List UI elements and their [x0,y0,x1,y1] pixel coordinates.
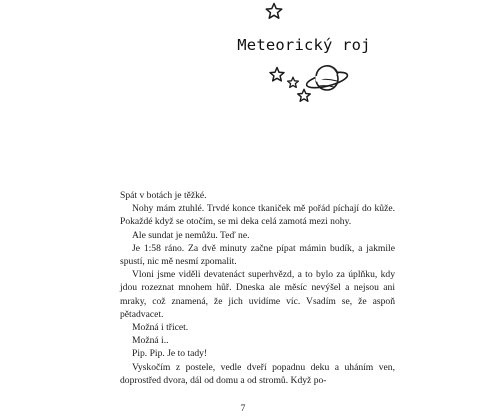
paragraph: Pip. Pip. Je to tady! [132,348,208,360]
paragraph: Nohy mám ztuhlé. Trvdé konce tkaniček mě pořád píchají do kůže. Pokaždé když se otočím, se mi deka celá zamotá mezi nohy. [120,203,395,228]
paragraph: Možná i.. [132,335,169,347]
star-icon [264,2,284,20]
chapter-body [120,189,395,387]
planet-icon [304,60,350,98]
page-number: 7 [240,404,246,414]
paragraph: Možná i třicet. [132,322,189,334]
star-icon [268,66,286,83]
chapter-title: Meteorický roj [237,36,371,54]
paragraph: Spát v botách je těžké. [120,190,207,201]
paragraph: Ale sundat je nemůžu. Teď ne. [132,229,250,241]
paragraph: Je 1:58 ráno. Za dvě minuty začne pípat mámin budík, a jakmile spustí, nic mě nesmí zpomalit. [120,242,395,268]
paragraph: Vyskočím z postele, vedle dveří popadnu deku a uháním ven, doprostřed dvora, dál od domu a od stromů. Když po- [120,361,395,386]
paragraph: Vloni jsme viděli devatenáct superhvězd, a to bylo za úplňku, kdy jdou rozeznat mnohem hůř. Dneska ale měsíc nevýšel a nejsou ani mraky, což znamená, že jich uvidíme víc. Vsadím se, že aspoň pětadvacet. [120,269,395,320]
